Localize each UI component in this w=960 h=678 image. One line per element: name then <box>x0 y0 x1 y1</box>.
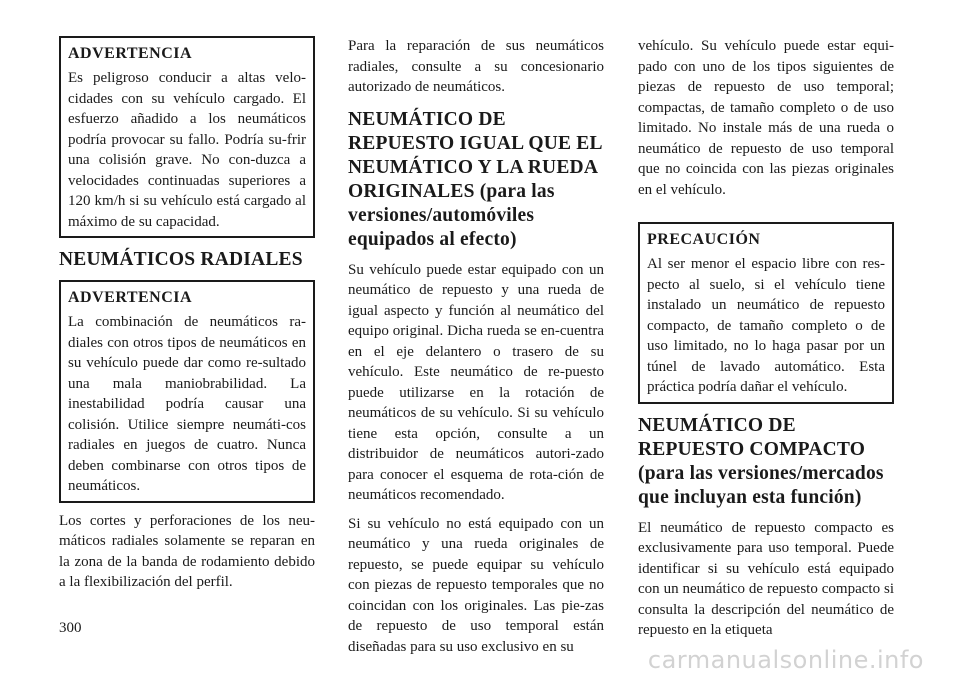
section-heading-matching-spare: NEUMÁTICO DE REPUESTO IGUAL QUE EL NEUMÁTICO Y LA RUEDA ORIGINALES (para las versiones/automóviles equipados al efecto) <box>348 108 602 250</box>
paragraph: Para la reparación de sus neumáticos radiales, consulte a su concesionario autorizado de neumáticos. <box>348 38 604 95</box>
warning-box-radial <box>59 280 315 503</box>
watermark: carmanualsonline.info <box>647 646 924 674</box>
page-number: 300 <box>59 620 82 636</box>
paragraph: vehículo. Su vehículo puede estar equi-pado con uno de los tipos siguientes de piezas de repuesto de uso temporal; compactas, de tamaño completo o de uso limitado. No instale más de una rueda o neumático de repuesto de uso temporal que no coincida con las piezas originales en el vehículo. <box>638 38 894 198</box>
column-3 <box>638 36 894 649</box>
section-heading-radial-tires: NEUMÁTICOS RADIALES <box>59 249 303 270</box>
paragraph: Si su vehículo no está equipado con un neumático y una rueda originales de repuesto, se puede equipar su vehículo con piezas de repuesto temporales que no coincidan con los originales. Las pie-zas de repuesto de uso temporal están diseñadas para su uso exclusivo en su <box>348 515 604 655</box>
warning-box-speed <box>59 36 315 238</box>
warning-text: La combinación de neumáticos ra-diales con otros tipos de neumáticos en su vehículo puede dar como re-sultado una mala maniobrabilidad. La inestabilidad podría causar una colisión. Utilice siempre neumáti-cos radiales en juegos de cuatro. Nunca deben combinarse con otros tipos de neumáticos. <box>68 314 306 494</box>
section-heading-compact-spare: NEUMÁTICO DE REPUESTO COMPACTO (para las versiones/mercados que incluyan esta función) <box>638 414 884 508</box>
caution-text: Al ser menor el espacio libre con res-pecto al suelo, si el vehículo tiene instalado un neumático de repuesto compacto, de tamaño completo o de uso limitado, no lo haga pasar por un túnel de lavado automático. Esta práctica podría dañar el vehículo. <box>647 256 885 395</box>
warning-text: Es peligroso conducir a altas velo-cidades con su vehículo cargado. El esfuerzo añadido a los neumáticos podría provocar su fallo. Podría su-frir una colisión grave. No con-duzca a velocidades continuadas superiores a 120 km/h si su vehículo está cargado al máximo de su capacidad. <box>68 70 306 230</box>
caution-box <box>638 222 894 404</box>
caution-title: PRECAUCIÓN <box>647 231 761 248</box>
paragraph: El neumático de repuesto compacto es exclusivamente para uso temporal. Puede identificar si su vehículo está equipado con un neumático de repuesto compacto si consulta la descripción del neumático de repuesto en la etiqueta <box>638 519 894 638</box>
warning-title: ADVERTENCIA <box>68 289 193 306</box>
column-2 <box>348 36 604 665</box>
paragraph: Los cortes y perforaciones de los neu-máticos radiales solamente se reparan en la zona de la banda de rodamiento debido a la flexibilización del perfil. <box>59 512 315 590</box>
column-1 <box>59 36 315 601</box>
paragraph: Su vehículo puede estar equipado con un neumático de repuesto y una rueda de igual aspecto y función al neumático del equipo original. Dicha rueda se en-cuentra en el eje delantero o trasero de su vehículo. Este neumático de re-puesto puede utilizarse en la rotación de neumáticos de su vehículo. Si su vehículo tiene esta opción, consulte a un distribuidor de neumáticos autori-zado para conocer el esquema de rota-ción de neumáticos recomendado. <box>348 261 604 503</box>
warning-title: ADVERTENCIA <box>68 45 193 62</box>
